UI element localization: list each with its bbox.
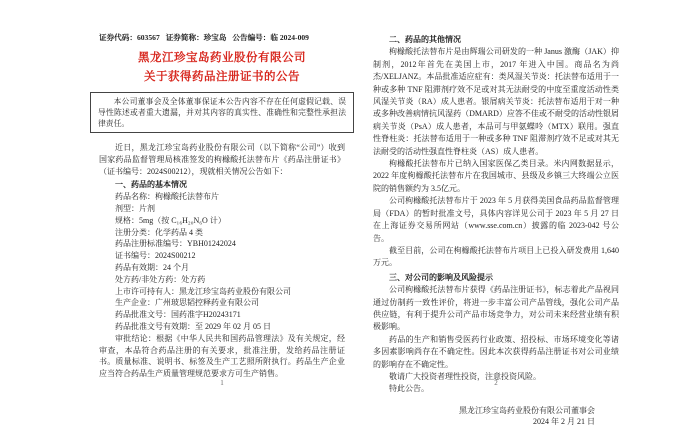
- dosage-form-line: 剂型：片剂: [115, 203, 155, 213]
- medicare-sales-paragraph: 枸橼酸托法替布片已纳入国家医保乙类目录。米内网数据显示，2022 年度枸橼酸托法替布片在我国城市、县级及乡镇三大终端公立医院的销售额约为 3.5亿元。: [373, 159, 619, 193]
- stock-meta-row: [99, 33, 309, 42]
- fda-approval-paragraph: 公司枸橼酸托法替布片于 2023 年 5 月获得美国食品药品监督管理局（FDA）的暂时批准文号，具体内容详见公司于 2023 年 5 月 27 日在上海证券交易所网站（www.sse.com.cn）披露的临 2023-042 号公告。: [373, 196, 619, 243]
- board-signature: 黑龙江珍宝岛药业股份有限公司董事会: [459, 405, 595, 415]
- certificate-number-line: 证书编号：2024S00212: [115, 251, 196, 261]
- page-1-content: [86, 0, 358, 380]
- stock-name: 证券简称：珍宝岛: [165, 33, 227, 42]
- board-disclaimer-box: 本公司董事会及全体董事保证本公告内容不存在任何虚假记载、误导性陈述或者重大遗漏，并对其内容的真实性、准确性和完整性承担法律责任。: [90, 92, 354, 133]
- approval-conclusion: 审批结论：根据《中华人民共和国药品管理法》及有关规定，经审查，本品符合药品注册的有关要求，批准注册，发给药品注册证书。质量标准、说明书、标签及生产工艺照所附执行。药品生产企业应当符合药品生产质量管理规范要求方可生产销售。: [99, 333, 345, 379]
- license-holder-line: 上市许可持有人：黑龙江珍宝岛药业股份有限公司: [115, 286, 291, 296]
- stock-code: 证券代码：603567: [99, 33, 160, 42]
- intro-paragraph: 近日，黑龙江珍宝岛药业股份有限公司（以下简称“公司”）收到国家药品监督管理局核准签发的枸橼酸托法替布片《药品注册证书》（证书编号：2024S00212），现就相关情况公告如下：: [99, 143, 345, 176]
- page-number-2: 2: [494, 379, 498, 387]
- page-number-1: 1: [220, 379, 224, 387]
- signature-block: [373, 405, 619, 428]
- announcement-date: 2024 年 2 月 21 日: [533, 417, 595, 427]
- standard-number-line: 药品注册标准编号：YBH01242024: [115, 239, 236, 249]
- drug-name-line: 药品名称：枸橼酸托法替布片: [115, 192, 219, 202]
- impact-paragraph: 公司枸橼酸托法替布片获得《药品注册证书》，标志着此产品视同通过仿制药一致性评价，将进一步丰富公司产品管线，强化公司产品供应链，有利于提升公司产品市场竞争力，对公司未来经营业绩有积极影响。: [373, 285, 619, 332]
- shelf-life-line: 药品有效期：24 个月: [115, 262, 189, 272]
- rx-type-line: 处方药/非处方药：处方药: [115, 274, 206, 284]
- approval-validity-line: 药品批准文号有效期：至 2029 年 02 月 05 日: [115, 321, 271, 331]
- section-2-heading: 二、药品的其他情况: [389, 35, 461, 44]
- company-title: 黑龙江珍宝岛药业股份有限公司: [138, 52, 306, 64]
- announcement-title: 关于获得药品注册证书的公告: [144, 71, 300, 83]
- hereby-announce: 特此公告。: [389, 384, 429, 394]
- manufacturer-line: 生产企业：广州玻思韬控释药业有限公司: [115, 298, 259, 308]
- page-2: [360, 0, 632, 427]
- specification-line: 规格：5mg（按 C₁₆H₂₀N₆O 计）: [115, 215, 226, 225]
- section-1-heading: 一、药品的基本情况: [115, 180, 187, 190]
- rnd-cost-paragraph: 截至目前，公司在枸橼酸托法替布片项目上已投入研发费用 1,640 万元。: [373, 245, 619, 268]
- page-1: [86, 0, 358, 400]
- registration-class-line: 注册分类：化学药品 4 类: [115, 227, 203, 237]
- drug-background-paragraph: 枸橼酸托法替布片是由辉瑞公司研发的一种 Janus 激酶（JAK）抑制剂，2012年首先在美国上市，2017 年进入中国。商品名为尚杰/XELJANZ。本品批准适应症有：类风湿关节炎：托法替布适用于一种或多种 TNF 阻滞剂疗效不足或对其无法耐受的中度至重度活动性类风湿关节炎（RA）成人患者。银屑病关节炎：托法替布适用于对一种或多种改善病情抗风湿药（DMARD）应答不佳或不耐受的活动性银屑病关节炎（PsA）成人患者，本品可与甲氨蝶呤（MTX）联用。强直性脊柱炎：托法替布适用于一种或多种 TNF 阻滞剂疗效不足或对其无法耐受的活动性强直性脊柱炎（AS）成人患者。: [373, 47, 619, 156]
- risk-paragraph: 药品的生产和销售受医药行业政策、招投标、市场环境变化等诸多因素影响尚存在不确定性。因此本次获得药品注册证书对公司业绩的影响存在不确定性。: [373, 334, 619, 369]
- section-3-heading: 三、对公司的影响及风险提示: [389, 272, 493, 282]
- announcement-number: 公告编号：临 2024-009: [232, 33, 309, 42]
- investor-notice: 敬请广大投资者理性投资，注意投资风险。: [389, 371, 541, 381]
- page-2-content: [360, 0, 632, 428]
- approval-number-line: 药品批准文号：国药准字H20243171: [115, 310, 241, 320]
